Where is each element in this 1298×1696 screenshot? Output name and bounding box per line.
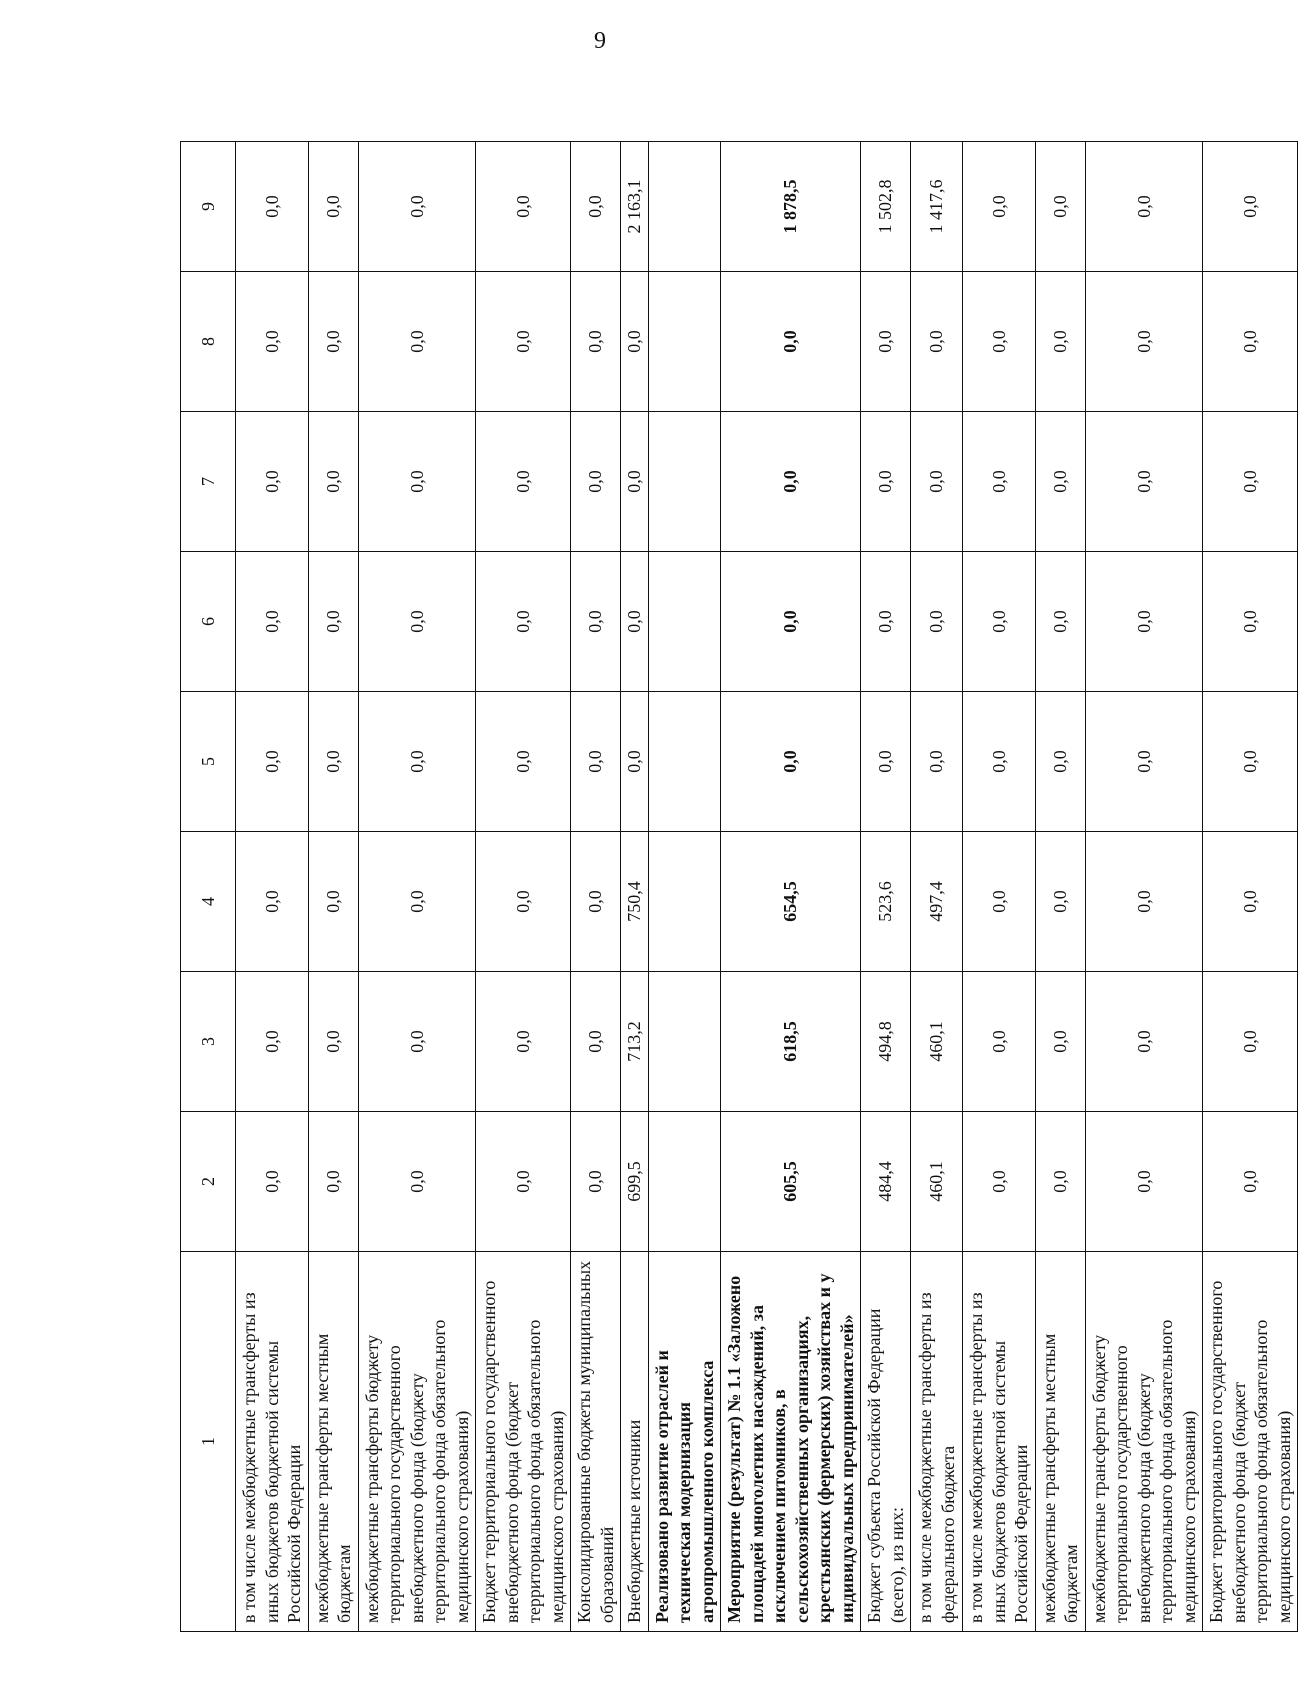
cell-value bbox=[648, 972, 721, 1112]
cell-value: 605,5 bbox=[721, 1112, 861, 1252]
cell-value bbox=[648, 552, 721, 692]
cell-value: 0,0 bbox=[1203, 832, 1298, 972]
table-row bbox=[721, 142, 861, 1632]
table-row bbox=[1203, 142, 1298, 1632]
cell-value: 0,0 bbox=[358, 972, 476, 1112]
cell-value bbox=[648, 692, 721, 832]
column-header: 8 bbox=[181, 272, 236, 412]
cell-value: 0,0 bbox=[571, 972, 621, 1112]
cell-value: 0,0 bbox=[621, 552, 649, 692]
row-label: Внебюджетные источники bbox=[621, 1252, 649, 1632]
cell-value: 0,0 bbox=[621, 692, 649, 832]
cell-value: 0,0 bbox=[1203, 552, 1298, 692]
cell-value: 0,0 bbox=[963, 832, 1036, 972]
cell-value: 0,0 bbox=[911, 272, 963, 412]
cell-value: 0,0 bbox=[476, 1112, 571, 1252]
cell-value: 0,0 bbox=[236, 1112, 309, 1252]
cell-value: 0,0 bbox=[358, 272, 476, 412]
table-row bbox=[861, 142, 911, 1632]
cell-value: 0,0 bbox=[571, 552, 621, 692]
table-row bbox=[1085, 142, 1203, 1632]
table-row bbox=[358, 142, 476, 1632]
table-row bbox=[476, 142, 571, 1632]
cell-value: 0,0 bbox=[571, 1112, 621, 1252]
cell-value: 0,0 bbox=[476, 412, 571, 552]
column-header: 3 bbox=[181, 972, 236, 1112]
cell-value: 484,4 bbox=[861, 1112, 911, 1252]
cell-value bbox=[648, 272, 721, 412]
cell-value bbox=[648, 1112, 721, 1252]
cell-value: 0,0 bbox=[861, 692, 911, 832]
cell-value: 0,0 bbox=[476, 142, 571, 272]
cell-value: 0,0 bbox=[236, 832, 309, 972]
cell-value: 0,0 bbox=[1203, 692, 1298, 832]
cell-value: 0,0 bbox=[1203, 972, 1298, 1112]
cell-value: 0,0 bbox=[963, 272, 1036, 412]
cell-value: 0,0 bbox=[1085, 972, 1203, 1112]
cell-value: 0,0 bbox=[911, 552, 963, 692]
cell-value: 0,0 bbox=[571, 832, 621, 972]
cell-value: 460,1 bbox=[911, 1112, 963, 1252]
cell-value: 0,0 bbox=[1203, 412, 1298, 552]
cell-value: 0,0 bbox=[236, 142, 309, 272]
row-label: Бюджет территориального государственного внебюджетного фонда (бюджет территориального фонда обязательного медицинского страхования) bbox=[476, 1252, 571, 1632]
cell-value: 0,0 bbox=[476, 692, 571, 832]
row-label: Бюджет территориального государственного внебюджетного фонда (бюджет территориального фонда обязательного медицинского страхования) bbox=[1203, 1252, 1298, 1632]
table-row bbox=[236, 142, 309, 1632]
cell-value: 0,0 bbox=[963, 552, 1036, 692]
cell-value: 0,0 bbox=[911, 692, 963, 832]
cell-value: 0,0 bbox=[358, 832, 476, 972]
cell-value: 0,0 bbox=[963, 142, 1036, 272]
cell-value: 0,0 bbox=[476, 972, 571, 1112]
row-label: Мероприятие (результат) № 1.1 «Заложено площадей многолетних насаждений, за исключением питомников, в сельскохозяйственных организациях, крестьянских (фермерских) хозяйствах и у индивидуальных предпринимателей» bbox=[721, 1252, 861, 1632]
cell-value: 0,0 bbox=[308, 972, 358, 1112]
column-header: 1 bbox=[181, 1252, 236, 1632]
cell-value: 0,0 bbox=[1035, 272, 1085, 412]
cell-value: 0,0 bbox=[308, 692, 358, 832]
table-row bbox=[308, 142, 358, 1632]
cell-value bbox=[648, 412, 721, 552]
budget-table bbox=[180, 141, 1298, 1632]
table-row bbox=[648, 142, 721, 1632]
cell-value: 0,0 bbox=[476, 552, 571, 692]
cell-value: 0,0 bbox=[911, 412, 963, 552]
cell-value: 0,0 bbox=[1035, 1112, 1085, 1252]
cell-value: 0,0 bbox=[861, 272, 911, 412]
cell-value: 0,0 bbox=[963, 692, 1036, 832]
cell-value: 0,0 bbox=[1085, 1112, 1203, 1252]
cell-value: 0,0 bbox=[861, 552, 911, 692]
cell-value: 0,0 bbox=[236, 552, 309, 692]
cell-value: 0,0 bbox=[621, 412, 649, 552]
cell-value: 0,0 bbox=[571, 412, 621, 552]
cell-value: 0,0 bbox=[308, 552, 358, 692]
cell-value: 0,0 bbox=[1085, 692, 1203, 832]
cell-value: 1 878,5 bbox=[721, 142, 861, 272]
cell-value: 0,0 bbox=[571, 142, 621, 272]
table-row bbox=[1035, 142, 1085, 1632]
cell-value: 0,0 bbox=[1035, 552, 1085, 692]
cell-value: 494,8 bbox=[861, 972, 911, 1112]
row-label: межбюджетные трансферты бюджету территориального государственного внебюджетного фонда (бюджету территориального фонда обязательного медицинского страхования) bbox=[358, 1252, 476, 1632]
cell-value: 0,0 bbox=[358, 142, 476, 272]
cell-value: 523,6 bbox=[861, 832, 911, 972]
cell-value: 0,0 bbox=[476, 832, 571, 972]
cell-value: 0,0 bbox=[236, 412, 309, 552]
cell-value: 0,0 bbox=[236, 692, 309, 832]
column-header: 4 bbox=[181, 832, 236, 972]
cell-value: 699,5 bbox=[621, 1112, 649, 1252]
cell-value: 0,0 bbox=[1085, 142, 1203, 272]
row-label: межбюджетные трансферты местным бюджетам bbox=[308, 1252, 358, 1632]
cell-value: 0,0 bbox=[571, 692, 621, 832]
cell-value: 0,0 bbox=[308, 412, 358, 552]
cell-value: 1 417,6 bbox=[911, 142, 963, 272]
cell-value: 0,0 bbox=[1035, 832, 1085, 972]
row-label: межбюджетные трансферты бюджету территориального государственного внебюджетного фонда (бюджету территориального фонда обязательного медицинского страхования) bbox=[1085, 1252, 1203, 1632]
table-row bbox=[621, 142, 649, 1632]
cell-value: 0,0 bbox=[308, 832, 358, 972]
row-label: межбюджетные трансферты местным бюджетам bbox=[1035, 1252, 1085, 1632]
cell-value: 1 502,8 bbox=[861, 142, 911, 272]
cell-value: 2 163,1 bbox=[621, 142, 649, 272]
cell-value: 750,4 bbox=[621, 832, 649, 972]
cell-value: 713,2 bbox=[621, 972, 649, 1112]
row-label: в том числе межбюджетные трансферты из иных бюджетов бюджетной системы Российской Федерации bbox=[963, 1252, 1036, 1632]
cell-value: 0,0 bbox=[861, 412, 911, 552]
cell-value: 0,0 bbox=[1035, 142, 1085, 272]
cell-value: 0,0 bbox=[1085, 832, 1203, 972]
cell-value: 0,0 bbox=[721, 272, 861, 412]
row-label: в том числе межбюджетные трансферты из федерального бюджета bbox=[911, 1252, 963, 1632]
cell-value: 0,0 bbox=[358, 1112, 476, 1252]
cell-value: 0,0 bbox=[1035, 692, 1085, 832]
cell-value: 497,4 bbox=[911, 832, 963, 972]
column-header: 6 bbox=[181, 552, 236, 692]
cell-value: 0,0 bbox=[1203, 272, 1298, 412]
cell-value: 0,0 bbox=[1085, 412, 1203, 552]
cell-value: 0,0 bbox=[236, 272, 309, 412]
cell-value: 0,0 bbox=[1085, 552, 1203, 692]
table-row bbox=[963, 142, 1036, 1632]
cell-value: 0,0 bbox=[721, 692, 861, 832]
page-number: 9 bbox=[594, 28, 606, 54]
cell-value: 0,0 bbox=[358, 692, 476, 832]
column-header: 9 bbox=[181, 142, 236, 272]
header-row bbox=[181, 142, 236, 1632]
cell-value bbox=[648, 832, 721, 972]
cell-value: 0,0 bbox=[1203, 1112, 1298, 1252]
table-row bbox=[571, 142, 621, 1632]
row-label: Консолидированные бюджеты муниципальных образований bbox=[571, 1252, 621, 1632]
cell-value bbox=[648, 142, 721, 272]
cell-value: 0,0 bbox=[1085, 272, 1203, 412]
cell-value: 0,0 bbox=[308, 1112, 358, 1252]
cell-value: 654,5 bbox=[721, 832, 861, 972]
column-header: 2 bbox=[181, 1112, 236, 1252]
cell-value: 0,0 bbox=[1035, 412, 1085, 552]
row-label: в том числе межбюджетные трансферты из иных бюджетов бюджетной системы Российской Федерации bbox=[236, 1252, 309, 1632]
cell-value: 0,0 bbox=[721, 412, 861, 552]
cell-value: 0,0 bbox=[963, 1112, 1036, 1252]
cell-value: 0,0 bbox=[1203, 142, 1298, 272]
cell-value: 618,5 bbox=[721, 972, 861, 1112]
cell-value: 0,0 bbox=[308, 272, 358, 412]
row-label: Реализовано развитие отраслей и техническая модернизация агропромышленного комплекса bbox=[648, 1252, 721, 1632]
row-label: Бюджет субъекта Российской Федерации (всего), из них: bbox=[861, 1252, 911, 1632]
cell-value: 0,0 bbox=[476, 272, 571, 412]
cell-value: 0,0 bbox=[358, 552, 476, 692]
cell-value: 0,0 bbox=[721, 552, 861, 692]
cell-value: 460,1 bbox=[911, 972, 963, 1112]
table-body bbox=[181, 142, 1298, 1632]
cell-value: 0,0 bbox=[621, 272, 649, 412]
cell-value: 0,0 bbox=[571, 272, 621, 412]
cell-value: 0,0 bbox=[358, 412, 476, 552]
cell-value: 0,0 bbox=[236, 972, 309, 1112]
rotated-table-area bbox=[180, 142, 1294, 1632]
column-header: 5 bbox=[181, 692, 236, 832]
table-row bbox=[911, 142, 963, 1632]
cell-value: 0,0 bbox=[1035, 972, 1085, 1112]
column-header: 7 bbox=[181, 412, 236, 552]
cell-value: 0,0 bbox=[963, 412, 1036, 552]
cell-value: 0,0 bbox=[963, 972, 1036, 1112]
cell-value: 0,0 bbox=[308, 142, 358, 272]
